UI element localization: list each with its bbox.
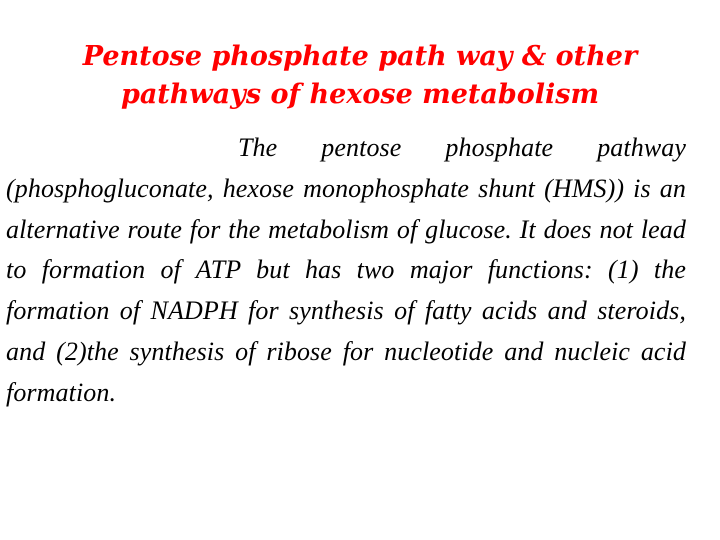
slide-title-line-1: Pentose phosphate path way & other [82, 41, 638, 72]
slide-title-line-2: pathways of hexose metabolism [120, 79, 600, 110]
slide-title [0, 38, 720, 114]
slide-body-paragraph: The pentose phosphate pathway (phosphogluconate, hexose monophosphate shunt (HMS)) is an alternative route for the metabolism of glucose. It does not lead to formation of ATP but has two major functions: (1) the formation of NADPH for synthesis of fatty acids and steroids, and (2)the synthesis of ribose for nucleotide and nucleic acid formation. [6, 133, 686, 407]
